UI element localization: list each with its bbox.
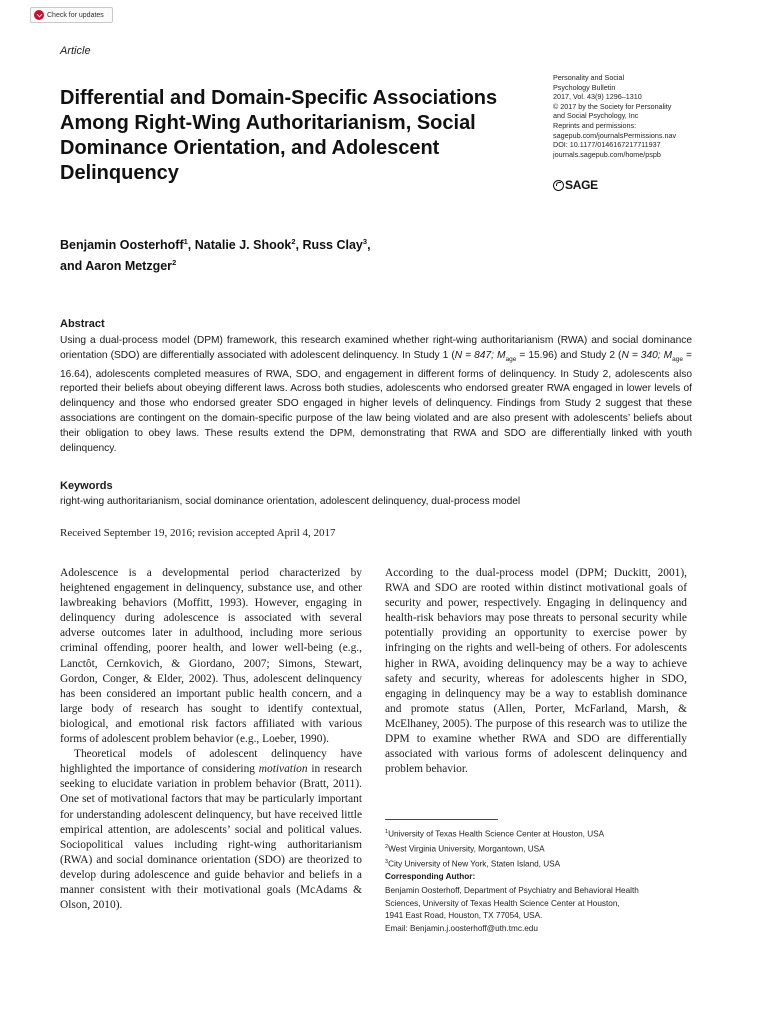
body-text: Theoretical models of adolescent delinquency have highlighted the importance of considering: [60, 748, 362, 776]
affiliation-text: West Virginia University, Morgantown, USA: [388, 844, 545, 854]
journal-info-link[interactable]: sagepub.com/journalsPermissions.nav: [553, 130, 677, 140]
affiliation-number: 3: [385, 859, 389, 866]
corresponding-line: Benjamin Oosterhoff, Department of Psychiatry and Behavioral Health: [385, 886, 639, 895]
corresponding-author-heading: Corresponding Author:: [385, 872, 476, 881]
corresponding-line: Sciences, University of Texas Health Science Center at Houston,: [385, 898, 620, 908]
affiliation-number: 2: [385, 844, 389, 851]
author-affiliation-marker: 2: [172, 258, 177, 268]
author-separator: ,: [295, 238, 303, 253]
abstract-part: Using a dual-process model (DPM) framework, this research examined whether right-wing authoritarianism (RWA) and social dominance orientation (SDO) are differentially associated with adolescent delinquency. In Study 1 (: [60, 335, 692, 361]
affiliation-item: [385, 841, 604, 856]
journal-info-doi[interactable]: DOI: 10.1177/0146167217711937: [553, 140, 661, 150]
author-affiliation-marker: 3: [362, 237, 368, 246]
body-emphasis: motivation: [258, 763, 308, 776]
sage-logo: [553, 178, 598, 192]
journal-info-line: Psychology Bulletin: [553, 82, 616, 92]
affiliations: [385, 826, 604, 871]
keywords-heading: Keywords: [60, 480, 113, 492]
paper-title: Differential and Domain-Specific Associations Among Right-Wing Authoritarianism, Social Dominance Orientation, and Adolescent Delinquency: [60, 87, 498, 184]
affiliation-item: [385, 826, 604, 841]
author-separator: ,: [367, 238, 371, 253]
abstract-mean-symbol: M: [663, 349, 673, 361]
abstract-part: = 16.64), adolescents completed measures of RWA, SDO, and engagement in different forms of delinquency. In Study 2, adolescents also reported their beliefs about obeying different laws. Across both studies, adolescents who endorsed greater RWA engaged in lower levels of delinquency and those who endorsed greater SDO engaged in higher levels of delinquency. Findings from Study 2 suggest that these associations are contingent on the domain-specific purpose of the law being violated and are also present with adolescents’ beliefs about their obligation to obey laws. These results extend the DPM, demonstrating that RWA and SDO are differentially linked with youth delinquency.: [60, 349, 692, 454]
abstract-mean-subscript: age: [505, 355, 517, 363]
journal-info: [553, 73, 753, 159]
abstract-heading: Abstract: [60, 318, 105, 330]
affiliation-text: City University of New York, Staten Island, USA: [388, 860, 561, 870]
abstract-sample-size: N = 847;: [454, 349, 497, 361]
author-name: Aaron Metzger: [85, 259, 173, 274]
author-name: Russ Clay: [302, 238, 363, 253]
abstract-mean-symbol: M: [496, 349, 506, 361]
body-text: in research seeking to elucidate variation in problem behavior (Bratt, 2011). One set of motivational factors that may be particularly important for understanding adolescent delinquency, but have received little empirical attention, are adolescents’ social and political values. Sociopolitical values including right-wing authoritarianism (RWA) and social dominance orientation (SDO) are theorized to develop during adolescence and guide behavior and beliefs in a manner consistent with their motivational goals (McAdams & Olson, 2010).: [60, 763, 362, 912]
check-for-updates-label: Check for updates: [47, 11, 104, 19]
affiliation-text: University of Texas Health Science Center at Houston, USA: [388, 829, 605, 839]
received-dates: Received September 19, 2016; revision accepted April 4, 2017: [60, 527, 336, 539]
journal-info-line: © 2017 by the Society for Personality: [553, 101, 672, 111]
publisher-name: SAGE: [565, 178, 598, 192]
article-type-label: Article: [60, 45, 91, 57]
author-name: Natalie J. Shook: [194, 238, 292, 253]
author-name: Benjamin Oosterhoff: [60, 238, 184, 253]
corresponding-line: 1941 East Road, Houston, TX 77054, USA.: [385, 911, 543, 921]
abstract-text: [60, 334, 692, 456]
author-affiliation-marker: 1: [183, 237, 188, 246]
journal-info-link[interactable]: journals.sagepub.com/home/pspb: [553, 149, 661, 159]
author-affiliation-marker: 2: [291, 237, 296, 246]
affiliation-item: [385, 856, 604, 871]
keywords-text: right-wing authoritarianism, social dominance orientation, adolescent delinquency, dual-process model: [60, 496, 521, 507]
body-paragraph: According to the dual-process model (DPM; Duckitt, 2001), RWA and SDO are rooted within distinct motivational goals of security and power, respectively. Engaging in delinquency and health-risk behaviors may pose threats to personal security while potentially providing an opportunity to exercise power by infringing on the rights and well-being of others. For adolescents higher in RWA, avoiding delinquency may be a way to achieve safety and security, whereas for adolescents higher in SDO, engaging in delinquency may be a way to establish dominance and promote status (Allen, Porter, McFarland, Marsh, & McElhaney, 2005). The purpose of this research was to utilize the DPM to examine whether RWA and SDO are differentially associated with various forms of adolescent delinquency and problem behavior.: [385, 567, 687, 776]
abstract-part: = 15.96) and Study 2 (: [516, 349, 622, 361]
corresponding-email[interactable]: Email: Benjamin.j.oosterhoff@uth.tmc.edu: [385, 923, 538, 933]
journal-info-line: and Social Psychology, Inc: [553, 111, 639, 121]
abstract-sample-size: N = 340;: [621, 349, 664, 361]
journal-info-line: Reprints and permissions:: [553, 120, 637, 130]
body-paragraph: Adolescence is a developmental period characterized by heightened engagement in delinquency, substance use, and other lawbreaking behaviors (Moffitt, 1993). However, engaging in delinquency during adolescence is associated with several adverse outcomes later in adulthood, including more serious criminal offending, poorer health, and lower well-being (e.g., Lanctôt, Cernkovich, & Giordano, 2007; Simons, Stewart, Gordon, Conger, & Elder, 2002). Thus, adolescent delinquency has been considered an important public health concern, and a large body of research has sought to identify contextual, biological, and emotional risk factors affiliated with various forms of adolescent problem behavior (e.g., Loeber, 1990).: [60, 567, 362, 746]
author-list: [60, 233, 560, 275]
journal-info-line: 2017, Vol. 43(9) 1296–1310: [553, 92, 642, 102]
affiliation-number: 1: [385, 829, 389, 835]
sage-logo-icon: [553, 180, 564, 191]
update-check-icon: [34, 10, 44, 20]
check-for-updates-badge[interactable]: [30, 7, 113, 23]
body-paragraph: [60, 747, 362, 913]
author-separator: ,: [187, 238, 195, 253]
body-column-left: [60, 566, 362, 913]
abstract-mean-subscript: age: [672, 355, 684, 363]
author-separator: and: [60, 259, 86, 274]
footnote-divider: [385, 819, 498, 820]
journal-info-line: Personality and Social: [553, 73, 625, 82]
body-column-right: [385, 566, 687, 777]
corresponding-author-details: [385, 885, 705, 935]
